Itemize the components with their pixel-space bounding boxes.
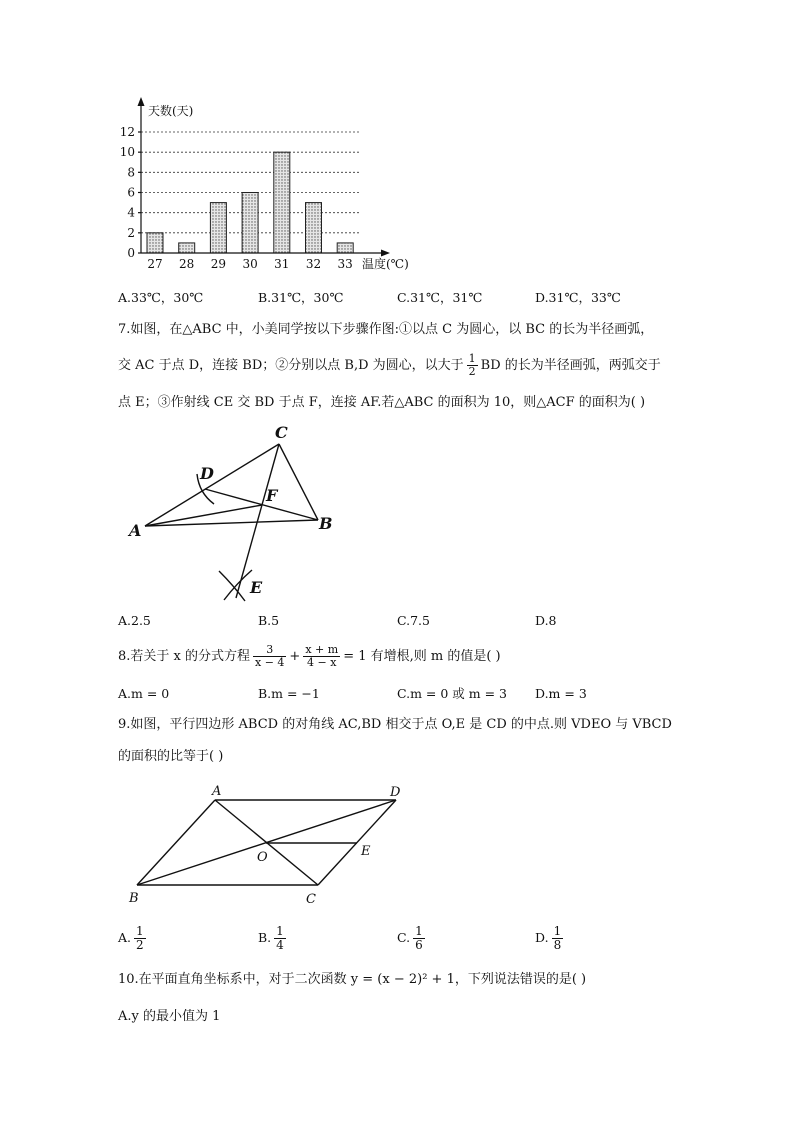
q8-option-b: B.m = −1 bbox=[258, 686, 320, 701]
option-letter: C. bbox=[397, 930, 411, 945]
y-axis-arrow bbox=[138, 97, 145, 106]
segment-cb bbox=[279, 444, 318, 520]
point-label-d: D bbox=[200, 464, 214, 483]
y-axis-label: 天数(天) bbox=[148, 104, 194, 118]
bar-28 bbox=[179, 243, 195, 253]
option-fraction bbox=[134, 925, 146, 952]
point-label-b: B bbox=[319, 514, 333, 533]
x-axis-label: 温度(℃) bbox=[362, 257, 409, 271]
x-tick-label: 33 bbox=[337, 257, 353, 271]
chart-marks bbox=[120, 125, 360, 271]
x-tick-label: 32 bbox=[305, 257, 322, 271]
y-tick-label: 2 bbox=[127, 225, 135, 240]
q9-option-a bbox=[118, 923, 149, 953]
q9-parallelogram-figure bbox=[125, 780, 415, 908]
q7-triangle-figure bbox=[120, 420, 340, 605]
x-axis-arrow bbox=[381, 250, 390, 257]
point-label-a: A bbox=[129, 521, 142, 540]
q9-line-2: 的面积的比等于( ) bbox=[118, 749, 224, 764]
fraction-numerator: 1 bbox=[553, 924, 562, 938]
y-tick-label: 12 bbox=[119, 125, 135, 139]
temperature-bar-chart bbox=[110, 95, 420, 275]
q6-option-c: C.31℃，31℃ bbox=[397, 290, 483, 305]
fraction-denominator: 2 bbox=[136, 938, 144, 952]
fraction-numerator: 1 bbox=[136, 924, 144, 938]
point-label-d: D bbox=[390, 785, 401, 800]
q7-option-d: D.8 bbox=[535, 613, 557, 628]
q8-after: = 1 有增根,则 m 的值是( ) bbox=[343, 649, 501, 664]
x-tick-label: 30 bbox=[242, 257, 258, 271]
fraction-numerator: 1 bbox=[468, 352, 476, 365]
fraction-numerator: x + m bbox=[305, 643, 339, 656]
q8-option-c: C.m = 0 或 m = 3 bbox=[397, 686, 507, 701]
x-tick-label: 27 bbox=[147, 257, 163, 271]
q8-option-d: D.m = 3 bbox=[535, 686, 587, 701]
q10-line-1: 10.在平面直角坐标系中，对于二次函数 y = (x − 2)² + 1，下列说法错误的是( ) bbox=[118, 972, 587, 987]
point-label-o: O bbox=[257, 850, 268, 865]
q6-option-a: A.33℃，30℃ bbox=[118, 290, 204, 305]
option-fraction bbox=[552, 925, 564, 952]
fraction-denominator: 2 bbox=[468, 365, 476, 378]
q7-fraction-half bbox=[467, 353, 478, 378]
q9-line-1: 9.如图，平行四边形 ABCD 的对角线 AC,BD 相交于点 O,E 是 CD 的中点.则 VDEO 与 VBCD bbox=[118, 717, 672, 732]
arc-near-e-1 bbox=[219, 571, 245, 601]
point-label-c: C bbox=[275, 423, 288, 442]
fraction-denominator: 6 bbox=[415, 938, 423, 952]
point-label-a: A bbox=[212, 784, 222, 799]
fraction-numerator: 1 bbox=[276, 924, 284, 938]
q7-line-1: 7.如图，在△ABC 中，小美同学按以下步骤作图:①以点 C 为圆心，以 BC 的长为半径画弧， bbox=[118, 322, 654, 337]
y-tick-label: 0 bbox=[127, 246, 135, 260]
q9-option-d bbox=[535, 923, 566, 953]
option-letter: B. bbox=[258, 930, 272, 945]
point-label-b: B bbox=[129, 891, 139, 906]
y-tick-label: 8 bbox=[127, 165, 135, 180]
option-letter: A. bbox=[118, 930, 132, 945]
y-tick-label: 6 bbox=[127, 185, 135, 200]
fraction-numerator: 1 bbox=[415, 924, 423, 938]
bar-29 bbox=[210, 203, 226, 253]
q8-option-a: A.m = 0 bbox=[118, 686, 170, 701]
x-tick-label: 28 bbox=[179, 257, 195, 271]
bar-31 bbox=[274, 152, 290, 253]
q7-option-c: C.7.5 bbox=[397, 613, 430, 628]
point-label-f: F bbox=[266, 486, 278, 505]
q8-fraction-1 bbox=[253, 644, 286, 669]
option-fraction bbox=[274, 925, 286, 952]
q7-line-2 bbox=[118, 353, 661, 379]
point-label-e: E bbox=[250, 578, 263, 597]
q7-line-2-before: 交 AC 于点 D，连接 BD；②分别以点 B,D 为圆心，以大于 bbox=[118, 358, 464, 373]
point-label-c: C bbox=[306, 892, 316, 907]
q6-option-b: B.31℃，30℃ bbox=[258, 290, 344, 305]
fraction-denominator: x − 4 bbox=[255, 656, 285, 669]
option-fraction bbox=[413, 925, 425, 952]
y-tick-label: 4 bbox=[127, 205, 135, 220]
x-tick-label: 29 bbox=[210, 257, 227, 271]
fraction-numerator: 3 bbox=[253, 644, 286, 657]
q8-plus: + bbox=[289, 649, 301, 664]
option-letter: D. bbox=[535, 930, 549, 945]
fraction-denominator: 4 bbox=[276, 938, 284, 952]
q7-option-b: B.5 bbox=[258, 613, 280, 628]
q7-option-a: A.2.5 bbox=[118, 613, 151, 628]
bar-27 bbox=[147, 233, 163, 253]
fraction-denominator: 4 − x bbox=[307, 656, 337, 669]
q7-line-2-after: BD 的长为半径画弧，两弧交于 bbox=[480, 358, 661, 373]
q9-option-b bbox=[258, 923, 289, 953]
bar-32 bbox=[306, 203, 322, 253]
point-label-e: E bbox=[361, 844, 371, 859]
fraction-denominator: 8 bbox=[553, 938, 562, 952]
q7-line-3: 点 E；③作射线 CE 交 BD 于点 F，连接 AF.若△ABC 的面积为 10，则△ACF 的面积为( ) bbox=[118, 395, 646, 410]
y-tick-label: 10 bbox=[119, 145, 135, 160]
q9-option-c bbox=[397, 923, 428, 953]
q8-before: 8.若关于 x 的分式方程 bbox=[118, 649, 250, 664]
x-tick-label: 31 bbox=[274, 257, 290, 271]
q8-line bbox=[118, 644, 501, 670]
arc-near-e-2 bbox=[224, 570, 252, 600]
bar-30 bbox=[242, 193, 258, 254]
q10-option-a: A.y 的最小值为 1 bbox=[118, 1009, 221, 1024]
q8-fraction-2 bbox=[303, 644, 340, 669]
q6-option-d: D.31℃，33℃ bbox=[535, 290, 621, 305]
bar-33 bbox=[337, 243, 353, 253]
